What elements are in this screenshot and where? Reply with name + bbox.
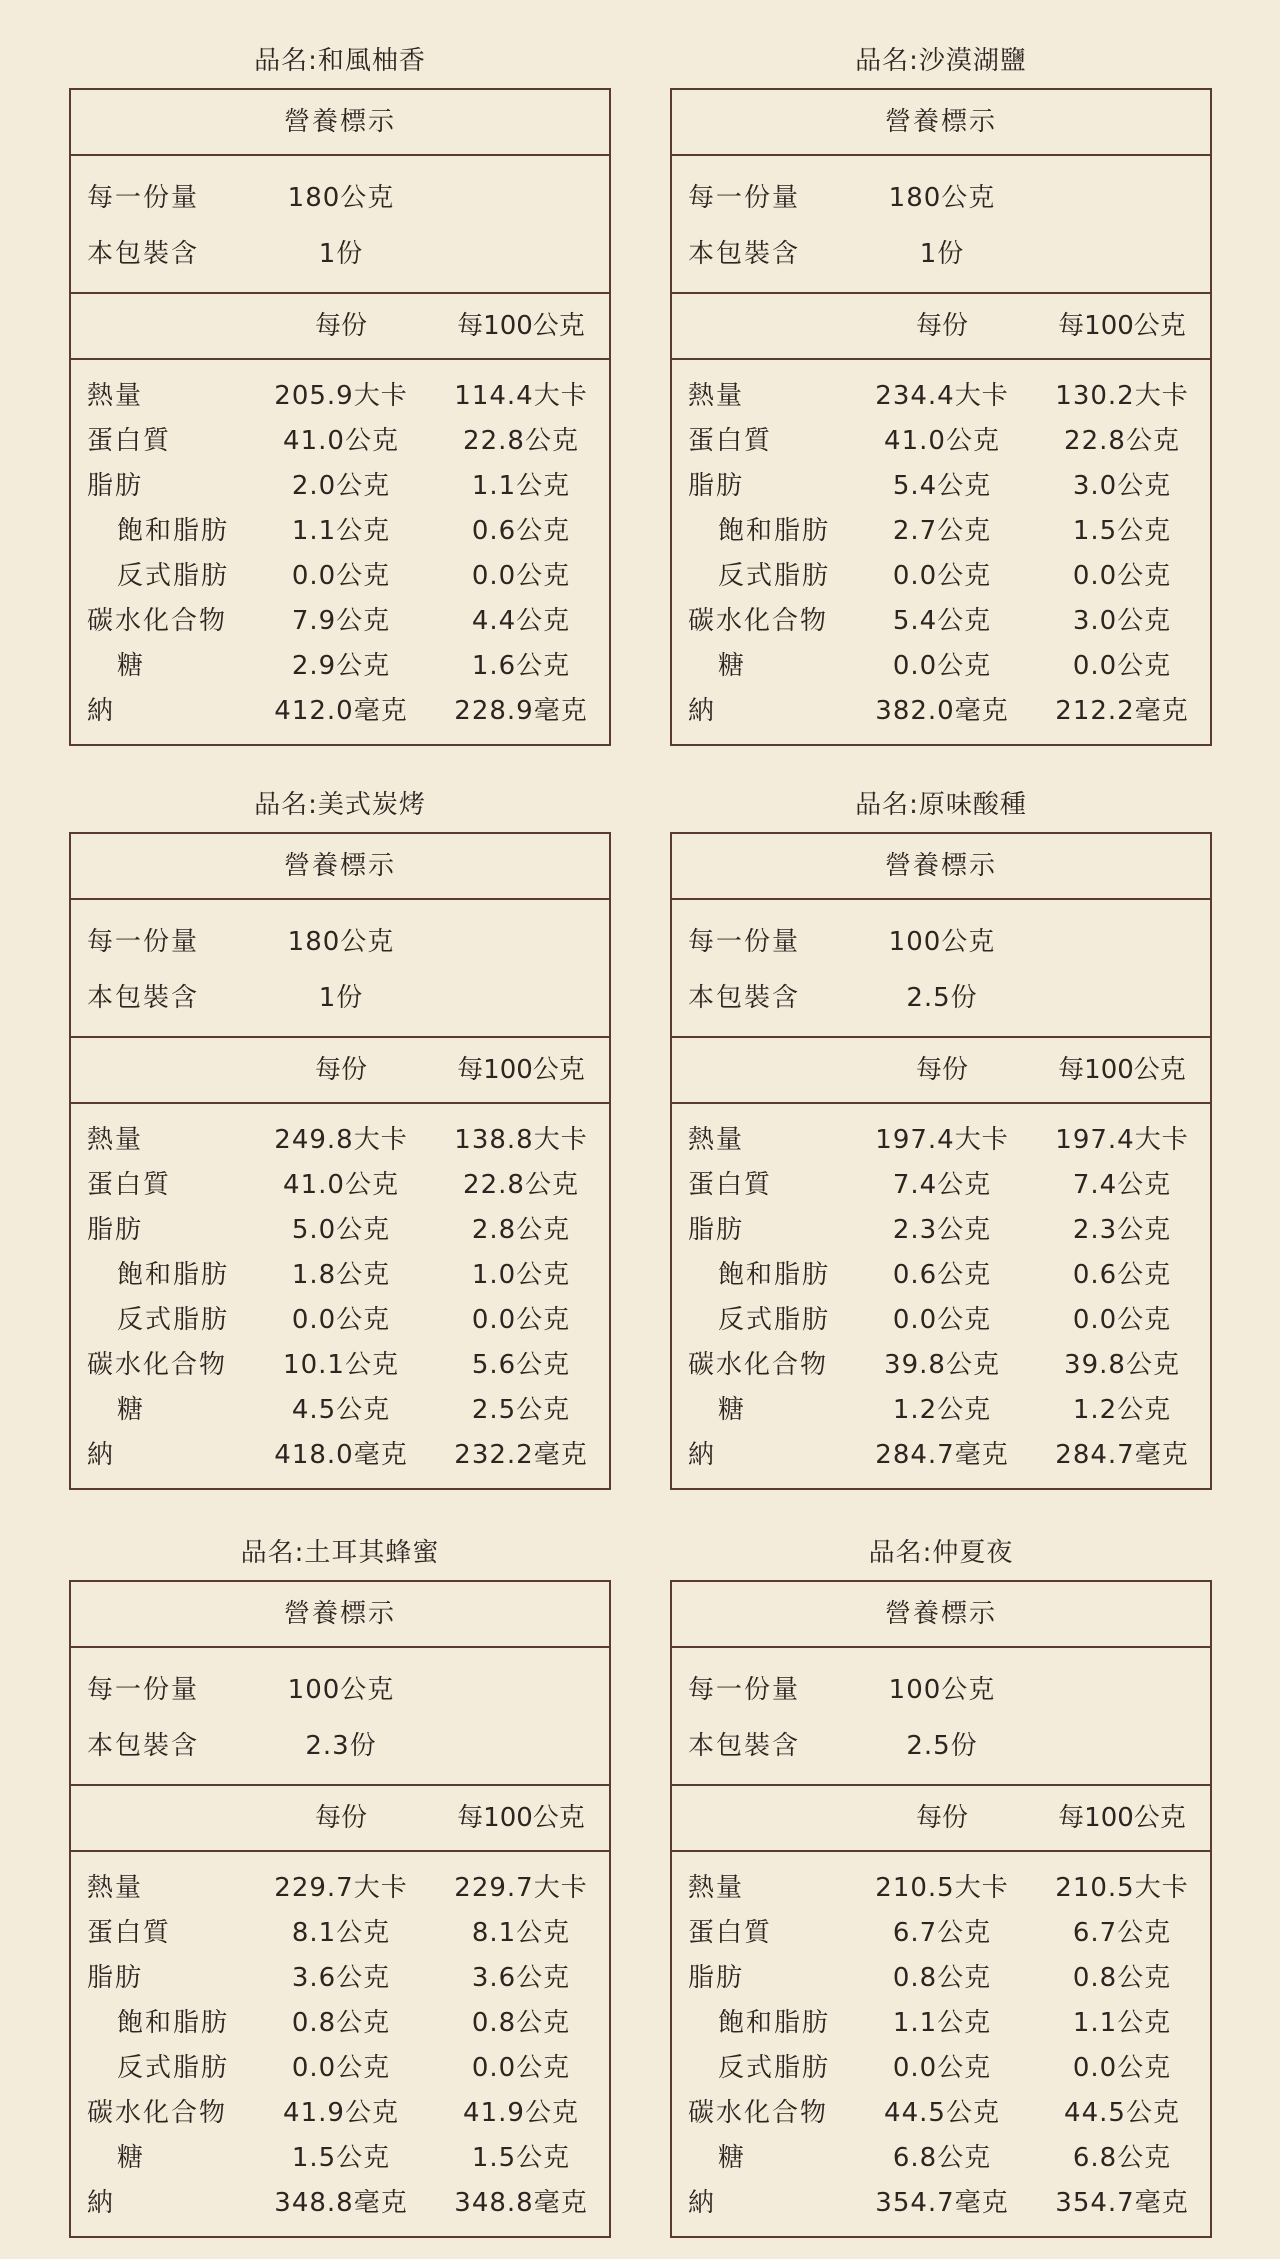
nutrient-per-serving: 382.0毫克 (875, 696, 1009, 726)
nutrient-label: 糖 (718, 1395, 747, 1425)
nutrient-label: 熱量 (688, 381, 745, 411)
nutrient-per-serving: 0.8公克 (892, 1963, 992, 1993)
nutrient-per-100g: 1.0公克 (471, 1260, 571, 1290)
nutrient-per-100g: 212.2毫克 (1055, 696, 1189, 726)
nutrient-row-protein (672, 1163, 1210, 1208)
nutrient-row-protein (672, 1911, 1210, 1956)
nutrient-per-100g: 210.5大卡 (1055, 1873, 1189, 1903)
servings-row (71, 1718, 609, 1774)
nutrient-per-100g: 348.8毫克 (454, 2188, 588, 2218)
nutrient-label: 納 (688, 2188, 717, 2218)
nutrient-label: 飽和脂肪 (718, 516, 831, 546)
nutrient-per-serving: 0.8公克 (291, 2008, 391, 2038)
nutrient-label: 熱量 (688, 1873, 745, 1903)
nutrient-per-serving: 41.0公克 (283, 426, 399, 456)
serving-size-row (672, 914, 1210, 970)
servings-value: 2.3份 (305, 1731, 377, 1761)
nutrient-per-serving: 2.7公克 (892, 516, 992, 546)
col-per-serving: 每份 (314, 1055, 367, 1085)
nutrient-label: 糖 (117, 1395, 146, 1425)
nutrient-per-serving: 5.4公克 (892, 606, 992, 636)
nutrient-row-carbs (672, 599, 1210, 644)
nutrient-per-100g: 0.0公克 (1072, 561, 1172, 591)
nutrient-table (71, 360, 609, 734)
nutrient-label: 納 (87, 2188, 116, 2218)
nutrition-label (670, 1580, 1212, 2238)
nutrient-label: 反式脂肪 (117, 2053, 230, 2083)
nutrient-per-100g: 39.8公克 (1064, 1350, 1180, 1380)
nutrient-per-100g: 4.4公克 (471, 606, 571, 636)
nutrient-per-serving: 7.9公克 (291, 606, 391, 636)
nutrient-row-sugar (672, 1388, 1210, 1433)
nutrient-row-fat (672, 1956, 1210, 2001)
nutrient-row-fat (672, 464, 1210, 509)
product-name: 品名:原味酸種 (855, 790, 1027, 820)
nutrient-label: 飽和脂肪 (117, 1260, 230, 1290)
nutrient-per-100g: 7.4公克 (1072, 1170, 1172, 1200)
nutrient-per-100g: 197.4大卡 (1055, 1125, 1189, 1155)
nutrient-per-serving: 2.0公克 (291, 471, 391, 501)
serving-size-row (672, 170, 1210, 226)
nutrient-row-fat (71, 1956, 609, 2001)
nutrient-table (672, 360, 1210, 734)
nutrient-per-100g: 1.1公克 (1072, 2008, 1172, 2038)
nutrient-per-serving: 205.9大卡 (274, 381, 408, 411)
nutrient-label: 納 (688, 1440, 717, 1470)
servings-row (672, 970, 1210, 1026)
nutrient-per-100g: 0.6公克 (1072, 1260, 1172, 1290)
nutrient-row-calories (71, 374, 609, 419)
nutrient-label: 熱量 (87, 1125, 144, 1155)
nutrient-label: 糖 (117, 2143, 146, 2173)
nutrient-row-fat (71, 1208, 609, 1253)
nutrient-label: 納 (688, 696, 717, 726)
nutrient-label: 蛋白質 (688, 1170, 773, 1200)
nutrient-label: 飽和脂肪 (117, 516, 230, 546)
col-per-serving: 每份 (915, 311, 968, 341)
nutrient-per-100g: 3.6公克 (471, 1963, 571, 1993)
nutrient-row-carbs (71, 1343, 609, 1388)
nutrient-row-carbs (71, 2091, 609, 2136)
nutrient-row-sodium (672, 689, 1210, 734)
nutrient-per-serving: 229.7大卡 (274, 1873, 408, 1903)
nutrient-per-100g: 6.7公克 (1072, 1918, 1172, 1948)
nutrient-label: 納 (87, 1440, 116, 1470)
nutrient-per-serving: 354.7毫克 (875, 2188, 1009, 2218)
nutrient-per-100g: 0.0公克 (471, 561, 571, 591)
nutrient-per-100g: 229.7大卡 (454, 1873, 588, 1903)
nutrient-row-trans-fat (672, 554, 1210, 599)
nutrient-per-serving: 39.8公克 (884, 1350, 1000, 1380)
nutrition-label (670, 88, 1212, 746)
product-card (69, 1534, 611, 2238)
servings-value: 2.5份 (906, 1731, 978, 1761)
nutrient-label: 熱量 (87, 381, 144, 411)
nutrition-label (69, 88, 611, 746)
nutrient-table (672, 1104, 1210, 1478)
nutrient-per-serving: 2.9公克 (291, 651, 391, 681)
nutrient-label: 納 (87, 696, 116, 726)
serving-size-value: 180公克 (287, 183, 395, 213)
serving-size-label: 每一份量 (688, 183, 801, 213)
nutrient-per-100g: 41.9公克 (463, 2098, 579, 2128)
servings-row (672, 226, 1210, 282)
servings-label: 本包裝含 (688, 239, 801, 269)
col-per-serving: 每份 (915, 1055, 968, 1085)
product-name: 品名:美式炭烤 (254, 790, 426, 820)
nutrient-row-trans-fat (71, 1298, 609, 1343)
nutrient-per-serving: 1.1公克 (291, 516, 391, 546)
serving-size-label: 每一份量 (87, 927, 200, 957)
nutrient-per-serving: 0.0公克 (291, 1305, 391, 1335)
nutrient-row-calories (71, 1866, 609, 1911)
nutrient-per-serving: 0.0公克 (291, 2053, 391, 2083)
nutrient-per-100g: 232.2毫克 (454, 1440, 588, 1470)
nutrient-per-serving: 0.0公克 (892, 2053, 992, 2083)
serving-size-value: 100公克 (888, 927, 996, 957)
nutrient-row-sat-fat (71, 509, 609, 554)
nutrient-label: 脂肪 (688, 471, 745, 501)
nutrient-label: 脂肪 (688, 1215, 745, 1245)
nutrient-per-100g: 1.5公克 (471, 2143, 571, 2173)
nutrient-per-100g: 138.8大卡 (454, 1125, 588, 1155)
nutrient-row-sat-fat (672, 509, 1210, 554)
nutrient-label: 反式脂肪 (117, 1305, 230, 1335)
nutrient-label: 飽和脂肪 (718, 1260, 831, 1290)
nutrient-per-serving: 0.0公克 (892, 1305, 992, 1335)
nutrient-per-serving: 1.5公克 (291, 2143, 391, 2173)
nutrient-per-100g: 354.7毫克 (1055, 2188, 1189, 2218)
nutrient-row-protein (71, 1911, 609, 1956)
nutrient-per-serving: 418.0毫克 (274, 1440, 408, 1470)
nutrient-per-100g: 114.4大卡 (454, 381, 588, 411)
nutrient-row-sat-fat (71, 2001, 609, 2046)
nutrient-row-protein (672, 419, 1210, 464)
product-name: 品名:仲夏夜 (868, 1538, 1014, 1568)
nutrient-row-sodium (71, 2181, 609, 2226)
nutrient-per-serving: 1.2公克 (892, 1395, 992, 1425)
nutrient-per-serving: 41.0公克 (283, 1170, 399, 1200)
nutrient-row-sodium (71, 1433, 609, 1478)
nutrient-per-100g: 0.8公克 (471, 2008, 571, 2038)
serving-size-label: 每一份量 (87, 1675, 200, 1705)
nutrient-row-sodium (71, 689, 609, 734)
nutrient-per-100g: 22.8公克 (463, 1170, 579, 1200)
nutrient-per-serving: 7.4公克 (892, 1170, 992, 1200)
column-headers (672, 1786, 1210, 1852)
serving-info (672, 1648, 1210, 1786)
nutrient-label: 糖 (718, 651, 747, 681)
nutrient-per-serving: 0.0公克 (291, 561, 391, 591)
label-header: 營養標示 (71, 1582, 609, 1648)
servings-label: 本包裝含 (87, 1731, 200, 1761)
nutrient-per-serving: 6.7公克 (892, 1918, 992, 1948)
nutrient-per-100g: 0.0公克 (1072, 2053, 1172, 2083)
col-per-serving: 每份 (915, 1803, 968, 1833)
nutrient-label: 脂肪 (688, 1963, 745, 1993)
nutrient-row-carbs (672, 2091, 1210, 2136)
nutrient-per-serving: 41.0公克 (884, 426, 1000, 456)
nutrient-per-100g: 284.7毫克 (1055, 1440, 1189, 1470)
nutrient-label: 脂肪 (87, 471, 144, 501)
label-header: 營養標示 (71, 90, 609, 156)
nutrient-per-100g: 3.0公克 (1072, 606, 1172, 636)
nutrient-label: 碳水化合物 (688, 2098, 829, 2128)
serving-info (71, 156, 609, 294)
nutrient-per-100g: 1.2公克 (1072, 1395, 1172, 1425)
nutrient-label: 碳水化合物 (87, 1350, 228, 1380)
label-header: 營養標示 (672, 834, 1210, 900)
nutrient-row-trans-fat (71, 554, 609, 599)
nutrient-per-serving: 197.4大卡 (875, 1125, 1009, 1155)
serving-size-row (672, 1662, 1210, 1718)
column-headers (71, 1038, 609, 1104)
nutrient-per-serving: 0.0公克 (892, 561, 992, 591)
servings-label: 本包裝含 (87, 983, 200, 1013)
serving-info (71, 900, 609, 1038)
servings-row (71, 226, 609, 282)
nutrient-row-carbs (71, 599, 609, 644)
nutrient-per-100g: 1.6公克 (471, 651, 571, 681)
serving-size-value: 100公克 (287, 1675, 395, 1705)
col-per-serving: 每份 (314, 1803, 367, 1833)
nutrient-row-sat-fat (672, 1253, 1210, 1298)
nutrient-row-sodium (672, 1433, 1210, 1478)
nutrient-per-serving: 0.0公克 (892, 651, 992, 681)
nutrient-per-100g: 130.2大卡 (1055, 381, 1189, 411)
serving-size-row (71, 914, 609, 970)
nutrient-per-100g: 1.5公克 (1072, 516, 1172, 546)
column-headers (71, 294, 609, 360)
column-headers (71, 1786, 609, 1852)
nutrient-per-100g: 3.0公克 (1072, 471, 1172, 501)
nutrient-label: 碳水化合物 (688, 606, 829, 636)
nutrient-per-100g: 0.0公克 (1072, 1305, 1172, 1335)
product-name: 品名:土耳其蜂蜜 (240, 1538, 440, 1568)
nutrient-row-protein (71, 1163, 609, 1208)
nutrient-per-100g: 6.8公克 (1072, 2143, 1172, 2173)
nutrient-label: 飽和脂肪 (117, 2008, 230, 2038)
nutrient-per-serving: 412.0毫克 (274, 696, 408, 726)
nutrient-label: 蛋白質 (87, 1918, 172, 1948)
nutrient-per-100g: 0.0公克 (471, 1305, 571, 1335)
nutrient-row-carbs (672, 1343, 1210, 1388)
serving-size-label: 每一份量 (688, 1675, 801, 1705)
nutrient-per-serving: 5.0公克 (291, 1215, 391, 1245)
nutrient-per-100g: 228.9毫克 (454, 696, 588, 726)
serving-info (672, 900, 1210, 1038)
nutrient-per-serving: 234.4大卡 (875, 381, 1009, 411)
servings-value: 1份 (919, 239, 965, 269)
col-per-100g: 每100公克 (457, 1055, 585, 1085)
nutrient-per-100g: 22.8公克 (1064, 426, 1180, 456)
nutrient-label: 糖 (718, 2143, 747, 2173)
nutrient-label: 反式脂肪 (718, 561, 831, 591)
nutrient-row-trans-fat (672, 2046, 1210, 2091)
serving-size-label: 每一份量 (87, 183, 200, 213)
nutrient-label: 脂肪 (87, 1963, 144, 1993)
nutrient-per-serving: 284.7毫克 (875, 1440, 1009, 1470)
nutrient-row-calories (672, 374, 1210, 419)
serving-size-row (71, 170, 609, 226)
nutrient-label: 脂肪 (87, 1215, 144, 1245)
nutrient-label: 糖 (117, 651, 146, 681)
nutrient-label: 蛋白質 (688, 1918, 773, 1948)
nutrient-per-100g: 44.5公克 (1064, 2098, 1180, 2128)
column-headers (672, 294, 1210, 360)
col-per-serving: 每份 (314, 311, 367, 341)
nutrient-table (71, 1104, 609, 1478)
nutrient-per-serving: 348.8毫克 (274, 2188, 408, 2218)
nutrient-label: 反式脂肪 (117, 561, 230, 591)
nutrient-per-100g: 1.1公克 (471, 471, 571, 501)
nutrient-per-serving: 44.5公克 (884, 2098, 1000, 2128)
nutrient-label: 熱量 (87, 1873, 144, 1903)
servings-row (672, 1718, 1210, 1774)
nutrition-label (69, 1580, 611, 2238)
nutrient-label: 熱量 (688, 1125, 745, 1155)
product-card (670, 1534, 1212, 2238)
servings-label: 本包裝含 (688, 983, 801, 1013)
nutrient-per-serving: 5.4公克 (892, 471, 992, 501)
col-per-100g: 每100公克 (457, 1803, 585, 1833)
servings-label: 本包裝含 (688, 1731, 801, 1761)
col-per-100g: 每100公克 (1058, 1055, 1186, 1085)
servings-value: 2.5份 (906, 983, 978, 1013)
nutrient-per-100g: 22.8公克 (463, 426, 579, 456)
nutrient-per-serving: 1.1公克 (892, 2008, 992, 2038)
nutrient-per-100g: 0.0公克 (471, 2053, 571, 2083)
nutrient-per-100g: 2.3公克 (1072, 1215, 1172, 1245)
nutrient-per-serving: 10.1公克 (283, 1350, 399, 1380)
col-per-100g: 每100公克 (1058, 311, 1186, 341)
nutrient-label: 蛋白質 (688, 426, 773, 456)
nutrient-table (672, 1852, 1210, 2226)
nutrient-per-serving: 4.5公克 (291, 1395, 391, 1425)
nutrient-label: 蛋白質 (87, 426, 172, 456)
nutrient-label: 碳水化合物 (87, 606, 228, 636)
nutrient-row-calories (71, 1118, 609, 1163)
product-name: 品名:沙漠湖鹽 (855, 46, 1027, 76)
nutrient-label: 碳水化合物 (688, 1350, 829, 1380)
column-headers (672, 1038, 1210, 1104)
serving-info (71, 1648, 609, 1786)
product-card (69, 42, 611, 746)
nutrient-label: 碳水化合物 (87, 2098, 228, 2128)
nutrient-label: 蛋白質 (87, 1170, 172, 1200)
nutrient-row-trans-fat (672, 1298, 1210, 1343)
nutrient-row-fat (672, 1208, 1210, 1253)
nutrient-row-sugar (71, 644, 609, 689)
nutrient-row-sat-fat (672, 2001, 1210, 2046)
nutrient-per-100g: 0.6公克 (471, 516, 571, 546)
nutrient-per-serving: 249.8大卡 (274, 1125, 408, 1155)
nutrient-per-100g: 2.8公克 (471, 1215, 571, 1245)
product-card (69, 786, 611, 1490)
label-header: 營養標示 (71, 834, 609, 900)
nutrient-row-protein (71, 419, 609, 464)
label-header: 營養標示 (672, 90, 1210, 156)
product-name: 品名:和風柚香 (254, 46, 426, 76)
nutrient-row-calories (672, 1866, 1210, 1911)
nutrient-label: 反式脂肪 (718, 2053, 831, 2083)
nutrient-per-100g: 2.5公克 (471, 1395, 571, 1425)
serving-size-label: 每一份量 (688, 927, 801, 957)
servings-value: 1份 (318, 983, 364, 1013)
nutrient-per-serving: 3.6公克 (291, 1963, 391, 1993)
serving-size-value: 180公克 (888, 183, 996, 213)
serving-info (672, 156, 1210, 294)
nutrient-per-serving: 41.9公克 (283, 2098, 399, 2128)
nutrient-row-fat (71, 464, 609, 509)
col-per-100g: 每100公克 (1058, 1803, 1186, 1833)
servings-row (71, 970, 609, 1026)
nutrient-label: 飽和脂肪 (718, 2008, 831, 2038)
nutrition-label (69, 832, 611, 1490)
nutrient-row-sugar (71, 2136, 609, 2181)
nutrient-label: 反式脂肪 (718, 1305, 831, 1335)
product-card (670, 786, 1212, 1490)
nutrient-row-sodium (672, 2181, 1210, 2226)
nutrient-per-serving: 210.5大卡 (875, 1873, 1009, 1903)
nutrient-per-100g: 0.8公克 (1072, 1963, 1172, 1993)
serving-size-value: 100公克 (888, 1675, 996, 1705)
nutrient-per-serving: 6.8公克 (892, 2143, 992, 2173)
nutrient-row-sat-fat (71, 1253, 609, 1298)
nutrient-row-calories (672, 1118, 1210, 1163)
nutrient-per-serving: 8.1公克 (291, 1918, 391, 1948)
serving-size-value: 180公克 (287, 927, 395, 957)
nutrient-per-serving: 2.3公克 (892, 1215, 992, 1245)
serving-size-row (71, 1662, 609, 1718)
nutrient-per-serving: 0.6公克 (892, 1260, 992, 1290)
nutrient-per-100g: 0.0公克 (1072, 651, 1172, 681)
col-per-100g: 每100公克 (457, 311, 585, 341)
nutrient-per-serving: 1.8公克 (291, 1260, 391, 1290)
nutrient-per-100g: 8.1公克 (471, 1918, 571, 1948)
nutrient-row-sugar (672, 2136, 1210, 2181)
label-header: 營養標示 (672, 1582, 1210, 1648)
servings-label: 本包裝含 (87, 239, 200, 269)
nutrient-row-sugar (71, 1388, 609, 1433)
nutrient-row-sugar (672, 644, 1210, 689)
nutrient-table (71, 1852, 609, 2226)
nutrient-row-trans-fat (71, 2046, 609, 2091)
nutrient-per-100g: 5.6公克 (471, 1350, 571, 1380)
nutrition-label (670, 832, 1212, 1490)
servings-value: 1份 (318, 239, 364, 269)
product-card (670, 42, 1212, 746)
